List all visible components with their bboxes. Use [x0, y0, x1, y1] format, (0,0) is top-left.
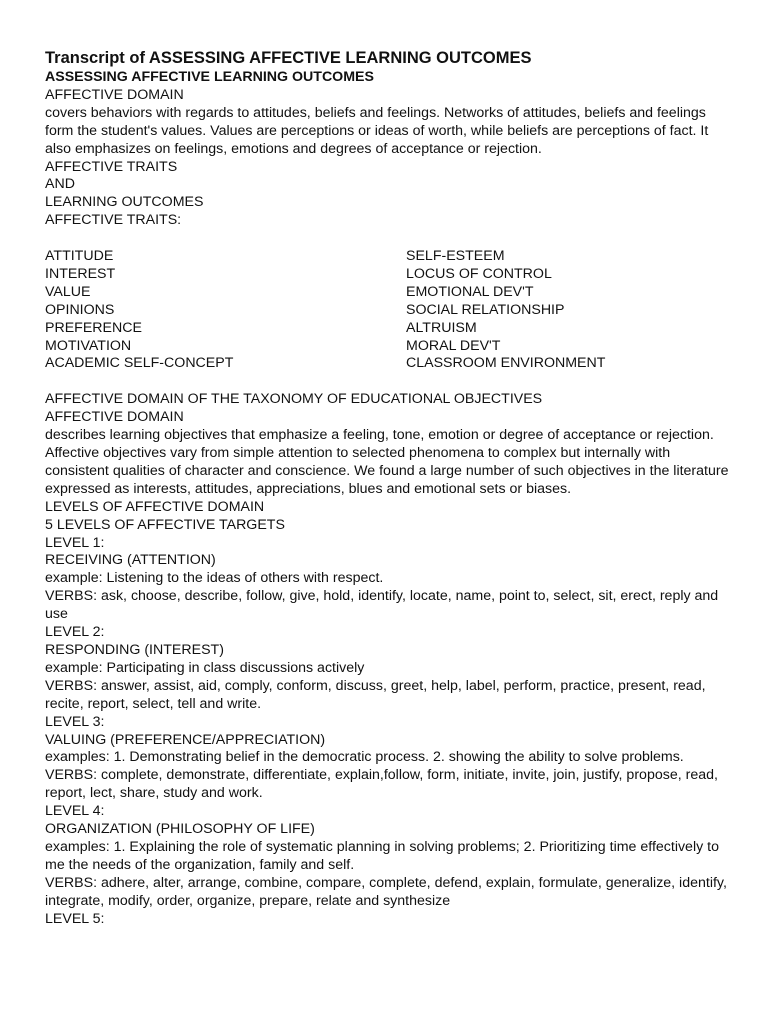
- level-name: ORGANIZATION (PHILOSOPHY OF LIFE): [45, 821, 315, 838]
- affective-domain-text: covers behaviors with regards to attitudes, beliefs and feelings. Networks of attitudes, beliefs and feelings form the student's values. Values are perceptions or ideas of worth, while beliefs are perceptions of fact. It also emphasizes on feelings, emotions and degrees of acceptance or rejection.: [45, 104, 709, 157]
- level-2-section: [45, 624, 735, 714]
- level-name: VALUING (PREFERENCE/APPRECIATION): [45, 731, 326, 748]
- targets-heading: 5 LEVELS OF AFFECTIVE TARGETS: [45, 516, 285, 533]
- level-3-section: [45, 714, 735, 804]
- taxonomy-subheading: AFFECTIVE DOMAIN: [45, 409, 184, 426]
- levels-heading: LEVELS OF AFFECTIVE DOMAIN: [45, 498, 265, 515]
- level-verbs: VERBS: complete, demonstrate, differentiate, explain,follow, form, initiate, invite, join, justify, propose, read, report, lect, share, study and work.: [45, 767, 718, 802]
- level-5-label: LEVEL 5:: [45, 910, 105, 927]
- trait-item: SELF-ESTEEM: [406, 248, 505, 265]
- level-verbs: VERBS: adhere, alter, arrange, combine, compare, complete, defend, explain, formulate, generalize, identify, integrate, modify, order, organize, prepare, relate and synthesize: [45, 874, 727, 909]
- spacer: [45, 373, 735, 391]
- trait-item: OPINIONS: [45, 301, 115, 318]
- traits-heading-3: LEARNING OUTCOMES: [45, 194, 204, 211]
- level-label: LEVEL 2:: [45, 624, 105, 641]
- level-example: example: Listening to the ideas of others with respect.: [45, 570, 384, 587]
- level-name: RESPONDING (INTEREST): [45, 641, 224, 658]
- level-label: LEVEL 1:: [45, 534, 105, 551]
- traits-list: [45, 248, 735, 373]
- traits-heading-1: AFFECTIVE TRAITS: [45, 158, 178, 175]
- level-verbs: VERBS: ask, choose, describe, follow, give, hold, identify, locate, name, point to, select, sit, erect, reply and use: [45, 588, 719, 623]
- traits-heading-4: AFFECTIVE TRAITS:: [45, 212, 182, 229]
- traits-left-column: [45, 248, 406, 373]
- taxonomy-heading: AFFECTIVE DOMAIN OF THE TAXONOMY OF EDUCATIONAL OBJECTIVES: [45, 391, 543, 408]
- level-name: RECEIVING (ATTENTION): [45, 552, 216, 569]
- trait-item: ACADEMIC SELF-CONCEPT: [45, 355, 234, 372]
- trait-item: LOCUS OF CONTROL: [406, 265, 552, 282]
- trait-item: PREFERENCE: [45, 319, 142, 336]
- trait-item: MOTIVATION: [45, 337, 132, 354]
- level-1-section: [45, 535, 735, 625]
- traits-heading-2: AND: [45, 176, 75, 193]
- affective-domain-heading: AFFECTIVE DOMAIN: [45, 86, 184, 103]
- trait-item: VALUE: [45, 283, 91, 300]
- trait-item: EMOTIONAL DEV'T: [406, 283, 534, 300]
- document-page: [45, 47, 735, 928]
- spacer: [45, 230, 735, 248]
- level-example: examples: 1. Explaining the role of systematic planning in solving problems; 2. Prioritizing time effectively to me the needs of the organization, family and self.: [45, 838, 719, 873]
- level-4-section: [45, 803, 735, 910]
- level-verbs: VERBS: answer, assist, aid, comply, conform, discuss, greet, help, label, perform, practice, present, read, recite, report, select, tell and write.: [45, 677, 706, 712]
- taxonomy-text: describes learning objectives that emphasize a feeling, tone, emotion or degree of acceptance or rejection. Affective objectives vary from simple attention to selected phenomena to complex but internally with consistent qualities of character and conscience. We found a large number of such objectives in the literature expressed as interests, attitudes, appreciations, blues and emotional sets or biases.: [45, 427, 729, 497]
- trait-item: ATTITUDE: [45, 248, 114, 265]
- trait-item: CLASSROOM ENVIRONMENT: [406, 355, 606, 372]
- trait-item: ALTRUISM: [406, 319, 477, 336]
- document-subtitle: ASSESSING AFFECTIVE LEARNING OUTCOMES: [45, 69, 374, 85]
- traits-right-column: [406, 248, 726, 373]
- trait-item: MORAL DEV'T: [406, 337, 501, 354]
- trait-item: SOCIAL RELATIONSHIP: [406, 301, 565, 318]
- level-example: examples: 1. Demonstrating belief in the democratic process. 2. showing the ability to solve problems.: [45, 749, 684, 766]
- level-example: example: Participating in class discussions actively: [45, 659, 365, 676]
- level-label: LEVEL 3:: [45, 713, 105, 730]
- level-label: LEVEL 4:: [45, 803, 105, 820]
- document-title: Transcript of ASSESSING AFFECTIVE LEARNING OUTCOMES: [45, 49, 532, 67]
- trait-item: INTEREST: [45, 265, 116, 282]
